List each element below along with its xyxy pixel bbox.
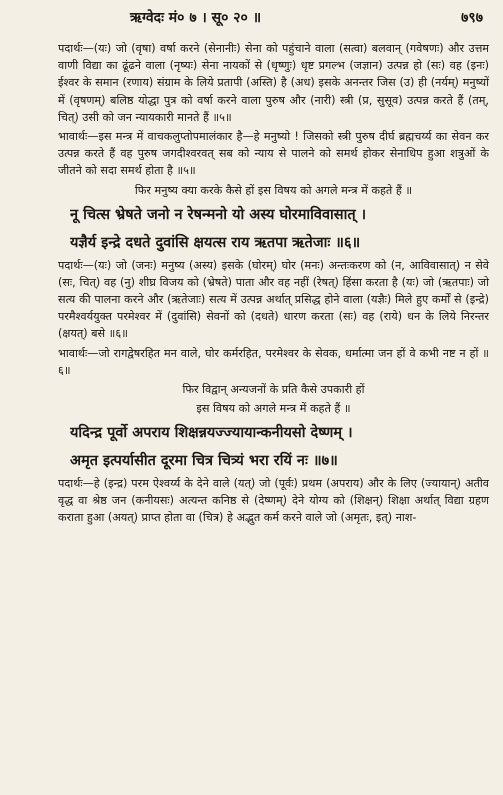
mantra-6-line-1: नू चित्स भ्रेषते जनो न रेषन्मनो यो अस्य घोरमाविवासात् । bbox=[70, 206, 367, 223]
page-number: ७९७ bbox=[461, 10, 483, 26]
mantra-7-line-2: अमृत इत्पर्यासीत दूरमा चित्र चित्र्यं भरा रयिं नः ॥७॥ bbox=[70, 453, 338, 470]
padartha-paragraph-6: पदार्थः—(यः) जो (जनः) मनुष्य (अस्य) इसके (घोरम्) घोर (मनः) अन्तःकरण को (न, आविवासात्) न सेवे (सः, चित्) वह (नु) शीघ्र विजय को (भ्रेषते) पाता और वह नहीं (रेषत्) हिंसा करता है (यः) जो (ऋतपाः) जो सत्य की पालना करने और (ऋतेजाः) सत्य में उत्पन्न अर्थात् प्रसिद्ध होने वाला (यज्ञैः) मिले हुए कर्मों से (इन्द्रे) परमैश्वर्ययुक्त परमेश्वर में (दुवांसि) सेवनों को (दधते) धारण करता (सः) वह (राये) धन के लिये निरन्तर (क्षयत्) बसे ॥६॥ bbox=[58, 258, 489, 341]
running-title: ऋग्वेदः मं० ७ । सू० २० ॥ bbox=[130, 10, 262, 26]
padartha-paragraph-7: पदार्थः—हे (इन्द्र) परम ऐश्वर्य्य के देने वाले (यत्) जो (पूर्वः) प्रथम (अपराय) और के लिए (ज्यायान्) अतीव वृद्ध वा श्रेष्ठ जन (कनीयसः) अत्यन्त कनिष्ठ से (देष्णम्) देने योग्य को (शिक्षन्) शिक्षा अर्थात् विद्या ग्रहण कराता हुआ (अयत्) प्राप्त होता वा (चित्र) हे अद्भुत कर्म करने वाले जो (अमृतः, इत्) नाश- bbox=[58, 477, 489, 525]
bhavartha-paragraph-5: भावार्थः—इस मन्त्र में वाचकलुप्तोपमालंकार है—हे मनुष्यो ! जिसको स्त्री पुरुष दीर्घ ब्रह्मचर्य्य का सेवन कर उत्पन्न करते हैं वह पुरुष जगदीश्वरवत् सब को न्याय से पालने को समर्थ होकर सेनाधिप हुआ शत्रुओं के जीतने को सदा समर्थ होता है ॥५॥ bbox=[58, 130, 489, 178]
page-header bbox=[130, 4, 489, 34]
intro-line-7b: इस विषय को अगले मन्त्र में कहते हैं ॥ bbox=[196, 402, 351, 416]
mantra-7-line-1: यदिन्द्र पूर्वो अपराय शिक्षन्नयज्ज्यायान्कनीयसो देष्णम् । bbox=[70, 425, 353, 442]
page-body bbox=[58, 40, 489, 529]
bhavartha-paragraph-6: भावार्थः—जो रागद्वेषरहित मन वाले, घोर कर्मरहित, परमेश्वर के सेवक, धर्मात्मा जन हों वे कभी नष्ट न हों ॥६॥ bbox=[58, 346, 489, 377]
padartha-paragraph-5: पदार्थः—(यः) जो (वृषा) वर्षा करने (सेनानीः) सेना को पहुंचाने वाला (सत्वा) बलवान् (गवेषणः) और उत्तम वाणी विद्या का ढूंढने वाला (नृष्यः) सेना नायकों से (धृष्णुः) धृष्ट प्रगल्भ (जज्ञान) उत्पन्न हो (सः) वह (इनः) ईश्वर के समान (रणाय) संग्राम के लिये प्रतापी (अस्ति) है (अध) इसके अनन्तर जिस (उ) ही (नर्यम्) मनुष्यों में (वृषणम्) बलिष्ठ योद्धा पुत्र को वर्षा करने वाला पुरुष और (नारी) स्त्री (प्र, सुसूव) उत्पन्न करते हैं (तम्, चित्) उसी को जन न्यायकारी मानते हैं ॥५॥ bbox=[58, 42, 489, 124]
intro-line-7a: फिर विद्वान् अन्यजनों के प्रति कैसे उपकारी हों bbox=[182, 383, 365, 397]
intro-line-6: फिर मनुष्य क्या करके कैसे हों इस विषय को अगले मन्त्र में कहते हैं ॥ bbox=[134, 183, 413, 197]
mantra-6-line-2: यज्ञैर्य इन्द्रे दधते दुवांसि क्षयत्स राय ऋतपा ऋतेजाः ॥६॥ bbox=[70, 234, 361, 251]
